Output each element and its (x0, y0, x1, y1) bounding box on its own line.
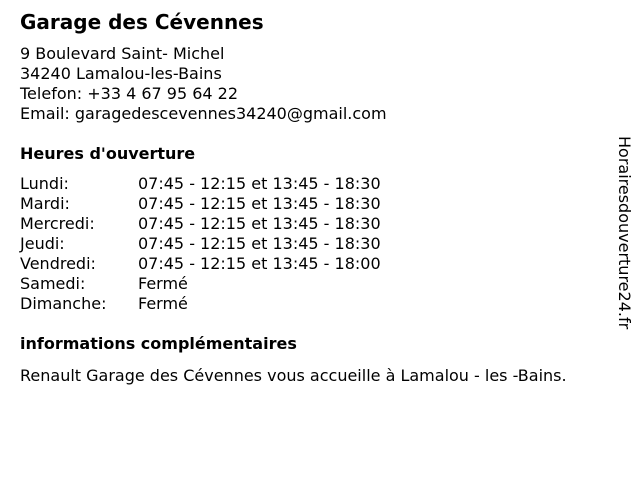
hours-row-mardi (20, 194, 381, 214)
day-hours: 07:45 - 12:15 et 13:45 - 18:00 (138, 254, 381, 273)
day-hours: 07:45 - 12:15 et 13:45 - 18:30 (138, 234, 381, 253)
hours-row-jeudi (20, 234, 381, 254)
hours-row-samedi (20, 274, 381, 294)
day-label: Mercredi: (20, 214, 95, 233)
business-name: Garage des Cévennes (20, 10, 264, 34)
day-label: Vendredi: (20, 254, 96, 273)
site-watermark: Horairesdouverture24.fr (615, 136, 634, 330)
day-hours: Fermé (138, 274, 188, 293)
day-label: Dimanche: (20, 294, 107, 313)
day-label: Lundi: (20, 174, 69, 193)
hours-row-vendredi (20, 254, 381, 274)
hours-heading: Heures d'ouverture (20, 144, 196, 163)
hours-row-mercredi (20, 214, 381, 234)
address-city: 34240 Lamalou-les-Bains (20, 64, 222, 83)
phone-number: Telefon: +33 4 67 95 64 22 (20, 84, 239, 103)
day-hours: Fermé (138, 294, 188, 313)
day-label: Jeudi: (20, 234, 65, 253)
info-heading: informations complémentaires (20, 334, 297, 353)
address-street: 9 Boulevard Saint- Michel (20, 44, 225, 63)
hours-row-dimanche (20, 294, 381, 314)
contact-block (20, 44, 387, 124)
day-hours: 07:45 - 12:15 et 13:45 - 18:30 (138, 214, 381, 233)
day-hours: 07:45 - 12:15 et 13:45 - 18:30 (138, 174, 381, 193)
hours-row-lundi (20, 174, 381, 194)
info-text: Renault Garage des Cévennes vous accueille à Lamalou - les -Bains. (20, 366, 567, 385)
day-label: Mardi: (20, 194, 70, 213)
opening-hours-list (20, 174, 381, 314)
email-address: Email: garagedescevennes34240@gmail.com (20, 104, 387, 123)
day-hours: 07:45 - 12:15 et 13:45 - 18:30 (138, 194, 381, 213)
day-label: Samedi: (20, 274, 86, 293)
